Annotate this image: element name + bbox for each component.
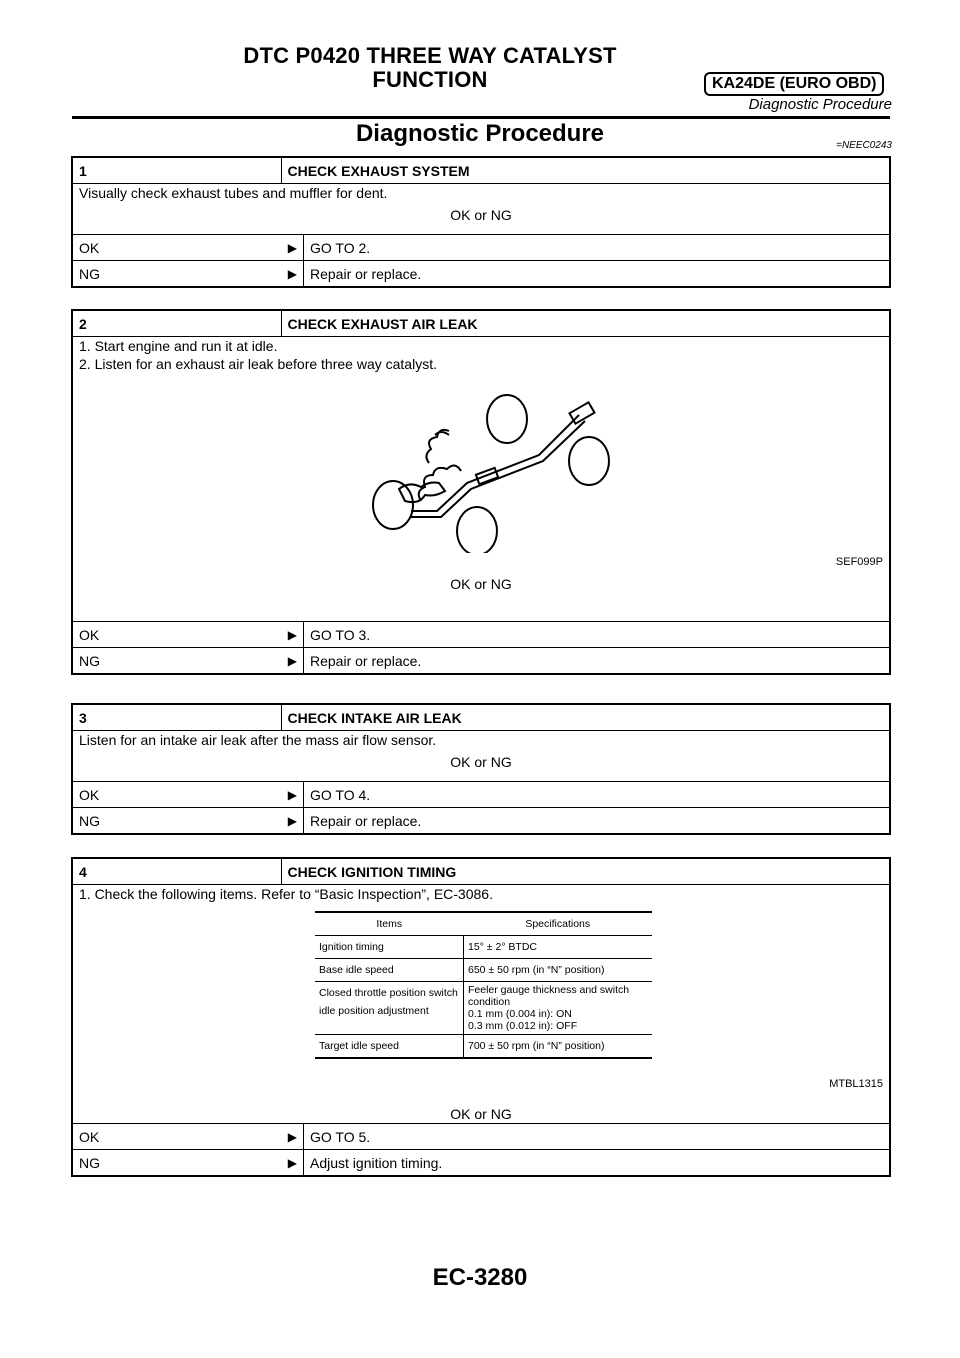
header-title-line2: FUNCTION (372, 67, 488, 92)
step-2-table (71, 309, 891, 675)
header-title (190, 44, 670, 92)
header-subtitle: Diagnostic Procedure (748, 96, 892, 113)
step-4-number: 4 (72, 858, 281, 885)
result-ok-key: OK (72, 1124, 281, 1150)
step-4-instruction: 1. Check the following items. Refer to “Basic Inspection”, EC-3086. (79, 886, 493, 902)
step-2-title: CHECK EXHAUST AIR LEAK (281, 310, 890, 337)
result-ng-action: Repair or replace. (304, 808, 891, 835)
step-1-title: CHECK EXHAUST SYSTEM (281, 157, 890, 184)
arrow-right-icon: ▶ (281, 235, 304, 261)
step-2-instruction-1: 1. Start engine and run it at idle. (79, 338, 278, 354)
step-2-number: 2 (72, 310, 281, 337)
spec-item: Base idle speed (315, 959, 464, 982)
spec-item: Ignition timing (315, 936, 464, 959)
result-ok-action: GO TO 5. (304, 1124, 891, 1150)
header-title-line1: DTC P0420 THREE WAY CATALYST (243, 43, 617, 68)
step-1-number: 1 (72, 157, 281, 184)
exhaust-leak-illustration (359, 393, 619, 553)
result-ng-key: NG (72, 1150, 281, 1177)
arrow-right-icon: ▶ (281, 622, 304, 648)
step-2-body (72, 337, 890, 622)
arrow-right-icon: ▶ (281, 808, 304, 835)
step-4-title: CHECK IGNITION TIMING (281, 858, 890, 885)
spec-value: 15° ± 2° BTDC (464, 936, 653, 959)
result-ok-key: OK (72, 235, 281, 261)
result-ng-action: Repair or replace. (304, 648, 891, 675)
arrow-right-icon: ▶ (281, 1150, 304, 1177)
ignition-spec-table (315, 911, 652, 1059)
arrow-right-icon: ▶ (281, 648, 304, 675)
step-3-number: 3 (72, 704, 281, 731)
step-4-figure-code: MTBL1315 (829, 1078, 883, 1090)
spec-value: 650 ± 50 rpm (in “N” position) (464, 959, 653, 982)
result-ok-key: OK (72, 622, 281, 648)
result-ok-key: OK (72, 782, 281, 808)
step-4-table (71, 857, 891, 1177)
step-1-table (71, 156, 891, 288)
result-ng-key: NG (72, 261, 281, 288)
arrow-right-icon: ▶ (281, 261, 304, 288)
result-ng-key: NG (72, 648, 281, 675)
step-3-instruction: Listen for an intake air leak after the mass air flow sensor. (79, 732, 437, 748)
step-3-body (72, 731, 890, 782)
ok-or-ng-label: OK or NG (450, 1106, 512, 1122)
arrow-right-icon: ▶ (281, 1124, 304, 1150)
arrow-right-icon: ▶ (281, 782, 304, 808)
page-number: EC-3280 (432, 1264, 528, 1291)
result-ng-action: Repair or replace. (304, 261, 891, 288)
result-ok-action: GO TO 2. (304, 235, 891, 261)
result-ng-action: Adjust ignition timing. (304, 1150, 891, 1177)
spec-item: Closed throttle position switch idle position adjustment (315, 982, 464, 1035)
spec-value: Feeler gauge thickness and switch condition 0.1 mm (0.004 in): ON 0.3 mm (0.012 in): OFF (464, 982, 653, 1035)
spec-head-specifications: Specifications (464, 912, 653, 936)
spec-value: 700 ± 50 rpm (in “N” position) (464, 1035, 653, 1059)
step-2-instruction-2: 2. Listen for an exhaust air leak before three way catalyst. (79, 356, 437, 372)
section-title: Diagnostic Procedure (355, 120, 605, 147)
engine-badge: KA24DE (EURO OBD) (704, 72, 884, 96)
ok-or-ng-label: OK or NG (450, 207, 512, 223)
step-2-figure-code: SEF099P (835, 556, 883, 568)
step-3-table (71, 703, 891, 835)
step-3-title: CHECK INTAKE AIR LEAK (281, 704, 890, 731)
result-ok-action: GO TO 3. (304, 622, 891, 648)
spec-item: Target idle speed (315, 1035, 464, 1059)
result-ng-key: NG (72, 808, 281, 835)
spec-head-items: Items (315, 912, 464, 936)
step-1-instruction: Visually check exhaust tubes and muffler for dent. (79, 185, 388, 201)
step-4-body (72, 885, 890, 1124)
ok-or-ng-label: OK or NG (450, 754, 512, 770)
header-divider (72, 116, 890, 119)
ok-or-ng-label: OK or NG (450, 576, 512, 592)
section-code: =NEEC0243 (836, 140, 892, 151)
step-1-body (72, 184, 890, 235)
result-ok-action: GO TO 4. (304, 782, 891, 808)
